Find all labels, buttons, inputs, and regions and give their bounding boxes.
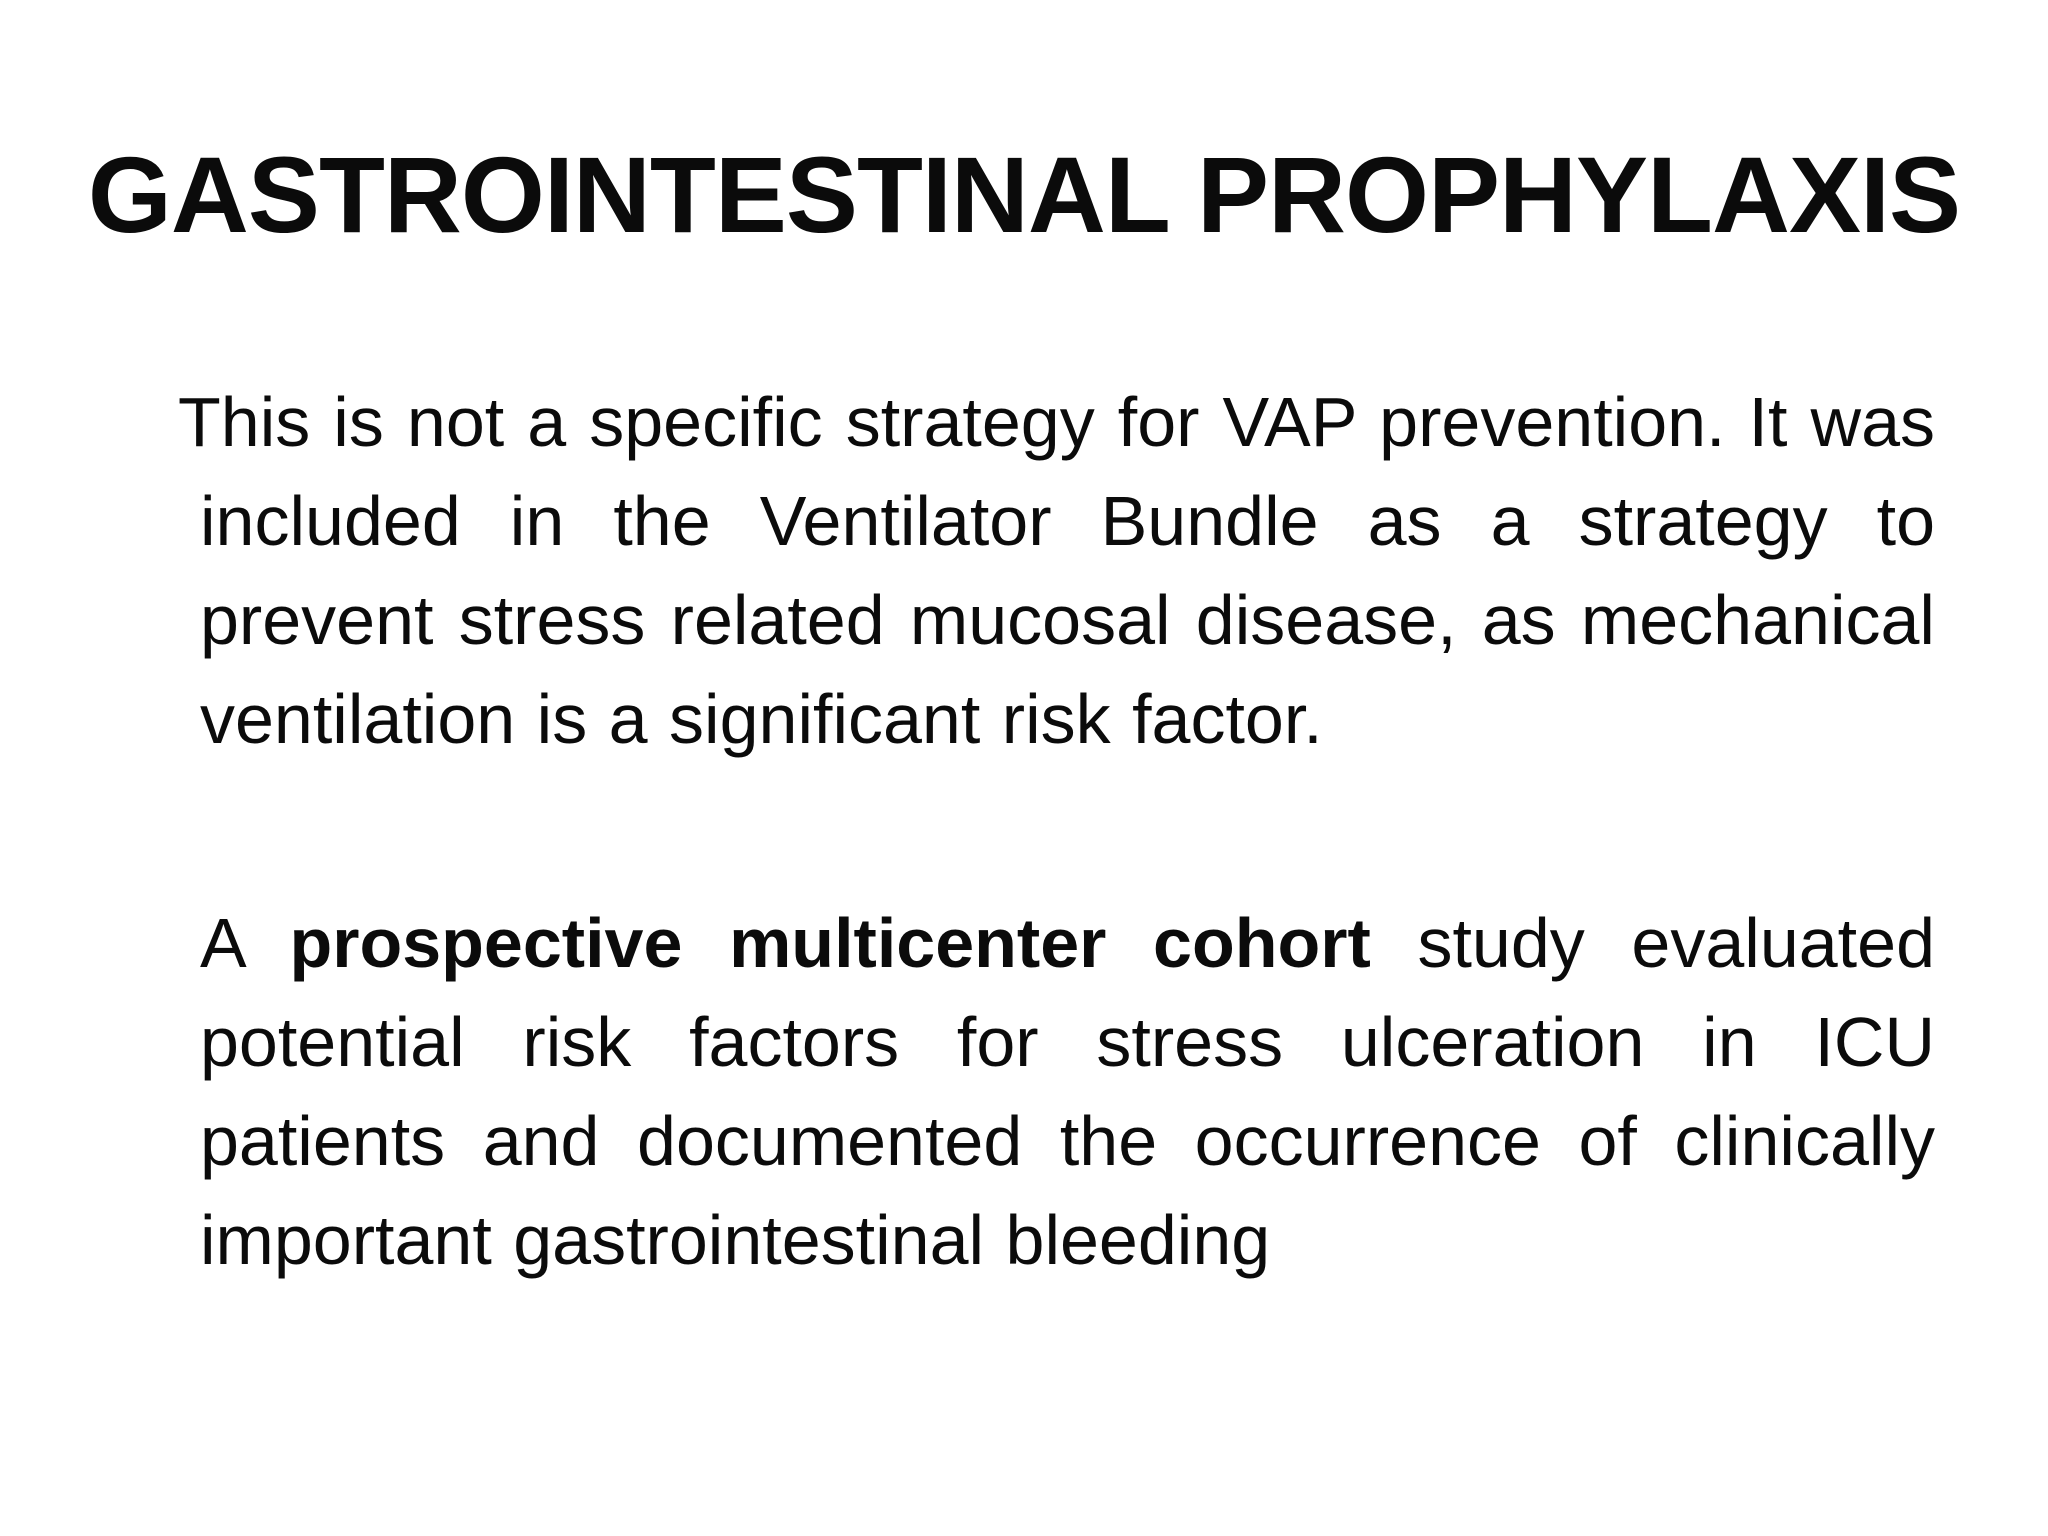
paragraph-lead-text: A xyxy=(200,904,290,982)
study-type-emphasis: prospective multicenter cohort xyxy=(289,904,1371,982)
paragraph-vap-strategy: This is not a specific strategy for VAP prevention. It was included in the Ventilator Bundle as a strategy to prevent stress related mucosal disease, as mechanical ventilation is a significant risk factor. xyxy=(178,383,1935,758)
slide-title: GASTROINTESTINAL PROPHYLAXIS xyxy=(87,134,1961,255)
paragraph-cohort-study xyxy=(200,894,1935,1290)
paragraph-rest-text: study evaluated potential risk factors for stress ulceration in ICU patients and documented the occurrence of clinically important gastrointestinal bleeding xyxy=(200,904,1935,1279)
